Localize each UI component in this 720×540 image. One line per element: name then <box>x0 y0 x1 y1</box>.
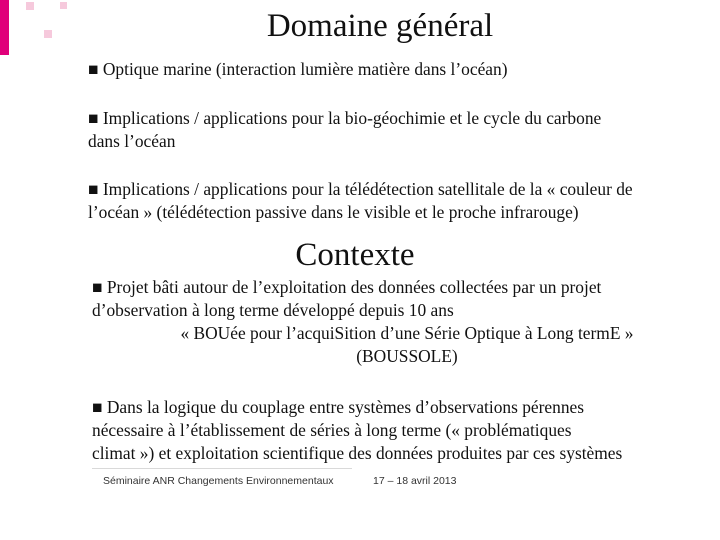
bullet-text: Implications / applications pour la bio-géochimie et le cycle du carbone <box>102 108 602 128</box>
section-title-contexte: Contexte <box>295 237 415 273</box>
bullet-text-cont: nécessaire à l’établissement de séries à long terme (« problématiques <box>92 420 572 440</box>
acronym-expansion: « BOUée pour l’acquiSition d’une Série Optique à Long termE » <box>180 323 634 343</box>
footer-date: 17 – 18 avril 2013 <box>373 475 457 487</box>
bullet-couplage <box>92 396 622 465</box>
bullet-text: Projet bâti autour de l’exploitation des données collectées par un projet <box>106 277 602 297</box>
footer-seminar: Séminaire ANR Changements Environnementaux <box>103 475 334 487</box>
bullet-marker: ■ <box>92 397 103 417</box>
bullet-text-cont: climat ») et exploitation scientifique des données produites par ces systèmes <box>92 443 623 463</box>
bullet-projet-boussole <box>92 276 720 368</box>
footer-divider <box>92 468 352 469</box>
bullet-optique-marine <box>88 58 508 81</box>
bullet-text: Dans la logique du couplage entre systèmes d’observations pérennes <box>106 397 585 417</box>
section-title-domaine: Domaine général <box>266 8 494 44</box>
bullet-teledetection <box>88 178 633 224</box>
acronym-name: (BOUSSOLE) <box>356 346 458 366</box>
bullet-text: Optique marine (interaction lumière matière dans l’océan) <box>102 59 508 79</box>
bullet-marker: ■ <box>88 179 99 199</box>
bullet-text-cont: d’observation à long terme développé depuis 10 ans <box>92 300 454 320</box>
bullet-marker: ■ <box>88 108 99 128</box>
bullet-text: Implications / applications pour la télédétection satellitale de la « couleur de <box>102 179 633 199</box>
bullet-text-cont: l’océan » (télédétection passive dans le visible et le proche infrarouge) <box>88 202 579 222</box>
bullet-bio-geochimie <box>88 107 601 153</box>
bullet-marker: ■ <box>88 59 99 79</box>
bullet-marker: ■ <box>92 277 103 297</box>
bullet-text-cont: dans l’océan <box>88 131 176 151</box>
